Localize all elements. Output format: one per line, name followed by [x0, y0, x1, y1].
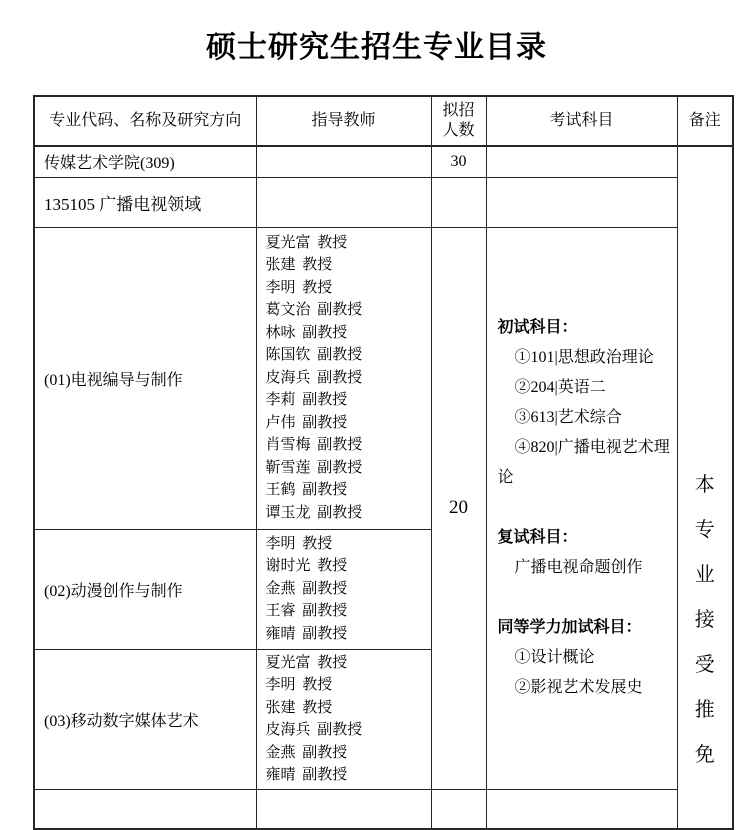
teacher-line: 夏光富 教授 [265, 654, 348, 671]
direction-01-label: (01)电视编导与制作 [34, 227, 256, 529]
exam-line [498, 583, 677, 613]
direction-02-label: (02)动漫创作与制作 [34, 529, 256, 649]
exam-line: ①设计概论 [514, 649, 595, 666]
exam-line: ②204|英语二 [514, 379, 606, 396]
exam-line [498, 493, 677, 523]
remark-char: 专 [694, 519, 715, 541]
teacher-line: 陈国钦 副教授 [265, 347, 363, 364]
teacher-line: 李明 教授 [265, 279, 333, 296]
college-exam-empty [486, 146, 677, 177]
exam-line: ②影视艺术发展史 [514, 679, 643, 696]
remark-char: 接 [694, 609, 715, 631]
header-remarks: 备注 [677, 96, 733, 146]
direction-01-teachers [256, 227, 431, 529]
remark-char: 本 [694, 474, 715, 496]
header-planned-enrollment [431, 96, 486, 146]
field-quota-empty [431, 177, 486, 227]
teacher-line: 雍晴 副教授 [265, 625, 348, 642]
teacher-line: 金燕 副教授 [265, 744, 348, 761]
page-title: 硕士研究生招生专业目录 [206, 31, 547, 64]
direction-02-teachers [256, 529, 431, 649]
remark-char: 免 [694, 744, 715, 766]
teacher-line: 李明 教授 [265, 677, 333, 693]
teacher-line: 葛文治 副教授 [265, 302, 363, 319]
partial-cell-3 [431, 789, 486, 829]
direction-03-teachers [256, 649, 431, 789]
teacher-line: 张建 教授 [265, 257, 333, 274]
teacher-line: 皮海兵 副教授 [265, 369, 363, 386]
teacher-line: 靳雪莲 副教授 [265, 459, 363, 476]
exam-line: ④820|广播电视艺术理 [514, 439, 670, 456]
remark-vertical-text [678, 147, 733, 790]
partial-row-cutoff [34, 789, 733, 829]
teacher-line: 卢伟 副教授 [265, 414, 348, 431]
teacher-line: 谭玉龙 副教授 [265, 504, 363, 521]
exam-line: ③613|艺术综合 [514, 409, 622, 426]
teacher-line: 王睿 副教授 [265, 603, 348, 620]
field-supervisors-empty [256, 177, 431, 227]
exam-line: ①101|思想政治理论 [514, 349, 654, 366]
teacher-line: 金燕 副教授 [265, 580, 348, 597]
teacher-line: 肖雪梅 副教授 [265, 437, 363, 454]
header-supervisors: 指导教师 [256, 96, 431, 146]
partial-cell-1 [34, 789, 256, 829]
field-row [34, 177, 733, 227]
header-exam-subjects: 考试科目 [486, 96, 677, 146]
college-name: 传媒艺术学院(309) [34, 146, 256, 177]
college-row [34, 146, 733, 177]
remark-cell [677, 146, 733, 829]
exam-subjects-cell [486, 227, 677, 789]
exam-line: 广播电视命题创作 [514, 559, 643, 576]
partial-cell-2 [256, 789, 431, 829]
header-major-code: 专业代码、名称及研究方向 [34, 96, 256, 146]
header-planned-enrollment-line2: 人数 [442, 122, 475, 139]
college-supervisors-empty [256, 146, 431, 177]
teacher-line: 皮海兵 副教授 [265, 722, 363, 738]
header-planned-enrollment-line1: 拟招 [442, 102, 475, 119]
college-quota: 30 [431, 146, 486, 177]
teacher-line: 雍晴 副教授 [265, 767, 348, 783]
teacher-line: 谢时光 教授 [265, 558, 348, 575]
teacher-line: 夏光富 教授 [265, 234, 348, 251]
direction-03-label: (03)移动数字媒体艺术 [34, 649, 256, 789]
partial-cell-4 [486, 789, 677, 829]
direction-row-01 [34, 227, 733, 529]
exam-line: 复试科目： [497, 529, 578, 546]
teacher-line: 林咏 副教授 [265, 324, 348, 341]
teacher-line: 李莉 副教授 [265, 392, 348, 409]
teacher-line: 李明 教授 [265, 535, 333, 552]
admissions-table [33, 95, 734, 830]
remark-char: 推 [694, 699, 715, 721]
teacher-line: 张建 教授 [265, 699, 333, 716]
remark-char: 受 [694, 654, 715, 676]
exam-line: 初试科目： [497, 319, 578, 336]
field-exam-empty [486, 177, 677, 227]
table-header-row [34, 96, 733, 146]
exam-line: 论 [497, 469, 514, 486]
exam-line: 同等学力加试科目： [497, 619, 642, 636]
merged-quota: 20 [431, 227, 486, 789]
remark-char: 业 [694, 564, 715, 586]
teacher-line: 王鹤 副教授 [265, 482, 348, 499]
field-name: 135105 广播电视领域 [34, 177, 256, 227]
